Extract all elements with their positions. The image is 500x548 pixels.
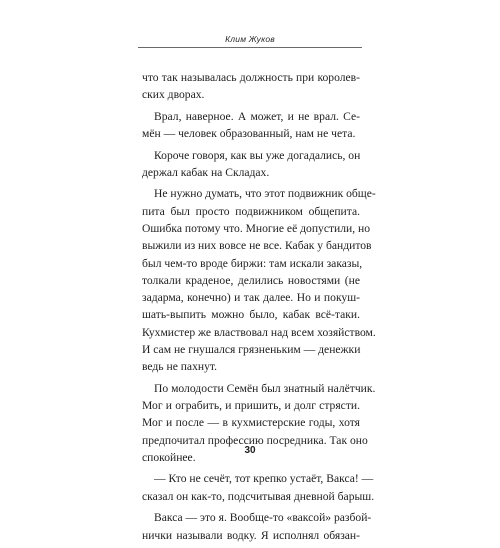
header-rule bbox=[138, 47, 362, 48]
text-line: пита был просто подвижником общепита. bbox=[142, 204, 360, 218]
text-line: И сам не гнушался грязненьким — денежки bbox=[142, 343, 361, 357]
text-line: Врал, наверное. А может, и не врал. Се- bbox=[154, 109, 360, 123]
paragraph bbox=[142, 147, 360, 182]
text-line: Вакса — это я. Вообще-то «ваксой» разбой- bbox=[154, 511, 372, 525]
text-line: Не нужно думать, что этот подвижник обще- bbox=[154, 187, 376, 201]
text-line: По молодости Семён был знатный налётчик. bbox=[154, 381, 376, 395]
text-line: был чем-то вроде биржи: там искали заказы, bbox=[142, 256, 363, 270]
paragraph bbox=[142, 185, 376, 375]
text-line: Мог и ограбить, и пришить, и долг стрясти. bbox=[142, 399, 360, 413]
text-line: Короче говоря, как вы уже догадались, он bbox=[154, 148, 361, 162]
text-line: Мог и после — в кухмистерские годы, хотя bbox=[142, 416, 360, 430]
text-line: предпочитал профессию посредника. Так оно bbox=[142, 433, 368, 447]
text-line: Кухмистер же властвовал над всем хозяйством. bbox=[142, 325, 376, 339]
text-line: выжили из них вовсе не все. Кабак у бандитов bbox=[142, 239, 372, 253]
text-line: ведь не пахнут. bbox=[142, 360, 217, 374]
body-text bbox=[142, 69, 376, 548]
text-line: что так называлась должность при королев- bbox=[142, 71, 360, 84]
text-line: Ошибка потому что. Многие её допустили, но bbox=[142, 221, 371, 235]
text-line: нички называли водку. Я исполнял обязан- bbox=[142, 528, 360, 542]
text-line: мён — человек образованный, нам не чета. bbox=[142, 127, 356, 141]
paragraph bbox=[142, 69, 360, 104]
paragraph bbox=[142, 108, 360, 143]
page-number: 30 bbox=[244, 445, 256, 456]
text-line: ских дворах. bbox=[142, 88, 205, 102]
text-line: сказал он как-то, подсчитывая дневной барыш. bbox=[142, 489, 375, 503]
text-line: шать-выпить можно было, кабак всё-таки. bbox=[142, 308, 360, 322]
running-head: Клим Жуков bbox=[225, 34, 275, 44]
paragraph bbox=[142, 509, 372, 544]
text-line: толкали краденое, делились новостями (не bbox=[142, 273, 360, 287]
text-line: держал кабак на Складах. bbox=[142, 165, 270, 179]
text-line: задарма, конечно) и так далее. Но и покуш- bbox=[142, 291, 360, 305]
text-line: спокойнее. bbox=[142, 450, 196, 464]
text-line: — Кто не сечёт, тот крепко устаёт, Вакса! — bbox=[154, 472, 374, 486]
